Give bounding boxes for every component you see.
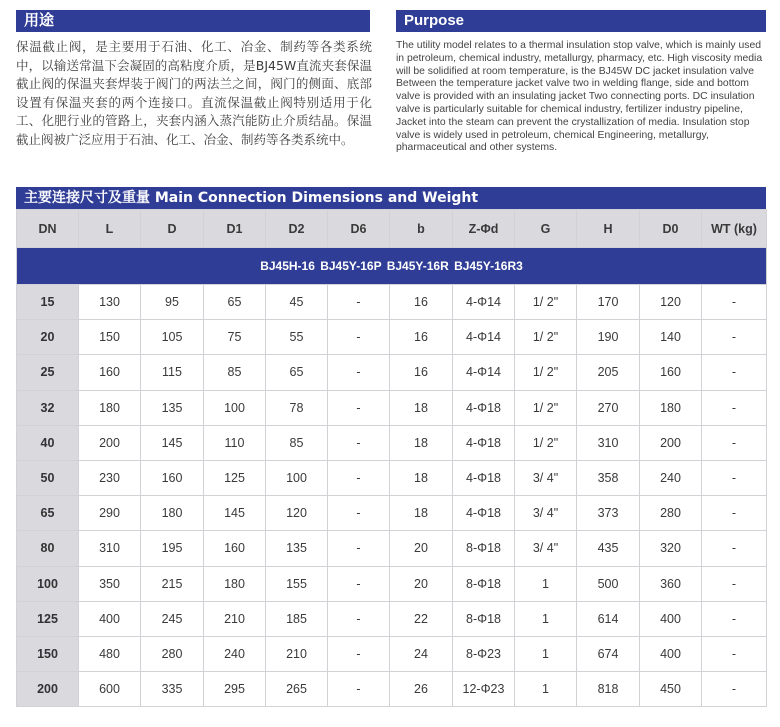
table-cell: 130 xyxy=(79,285,141,320)
table-cell: 350 xyxy=(79,566,141,601)
table-cell: 65 xyxy=(266,355,328,390)
table-row xyxy=(17,320,767,355)
dn-cell: 32 xyxy=(17,390,79,425)
dimensions-table xyxy=(16,209,767,707)
table-cell: 400 xyxy=(79,601,141,636)
table-cell: 4-Φ18 xyxy=(453,390,515,425)
purpose-en-body: The utility model relates to a thermal insulation stop valve, which is mainly used in petroleum, chemical industry, metallurgy, pharmacy, etc. High viscosity media will be solidified at room temperature, is the BJ45W DC jacket insulation valve Between the temperature jacket valve two in welding flange, side and bottom valve is provided with an insulating jacket Two connecting ports. DC insulation valve is particularly suitable for chemical industry, fertilizer industry pipeline, Jacket into the steam can prevent the crystallization of media. Insulation stop valve is widely used in petroleum, chemical Engineering, metallurgy, pharmaceutical and other systems. xyxy=(396,40,763,154)
table-cell: 270 xyxy=(577,390,640,425)
table-cell: 180 xyxy=(204,566,266,601)
column-header: D1 xyxy=(204,210,266,248)
table-cell: 105 xyxy=(141,320,204,355)
table-cell: 210 xyxy=(266,636,328,671)
table-cell: 4-Φ18 xyxy=(453,425,515,460)
table-cell: 100 xyxy=(204,390,266,425)
table-cell: - xyxy=(328,672,390,707)
table-cell: 160 xyxy=(204,531,266,566)
table-cell: 110 xyxy=(204,425,266,460)
column-header: D xyxy=(141,210,204,248)
dn-cell: 100 xyxy=(17,566,79,601)
table-cell: 500 xyxy=(577,566,640,601)
table-cell: 18 xyxy=(390,390,453,425)
table-cell: 16 xyxy=(390,285,453,320)
table-cell: 8-Φ18 xyxy=(453,566,515,601)
table-cell: 360 xyxy=(640,566,702,601)
table-cell: 200 xyxy=(79,425,141,460)
table-cell: 18 xyxy=(390,425,453,460)
table-cell: 310 xyxy=(577,425,640,460)
table-cell: 1/ 2" xyxy=(515,285,577,320)
table-cell: 145 xyxy=(204,496,266,531)
dimensions-title: 主要连接尺寸及重量 Main Connection Dimensions and Weight xyxy=(16,187,766,209)
table-cell: 335 xyxy=(141,672,204,707)
table-cell: 358 xyxy=(577,460,640,495)
table-row xyxy=(17,531,767,566)
column-header: D6 xyxy=(328,210,390,248)
table-row xyxy=(17,425,767,460)
dn-cell: 200 xyxy=(17,672,79,707)
table-cell: 75 xyxy=(204,320,266,355)
table-cell: 4-Φ18 xyxy=(453,460,515,495)
table-body xyxy=(17,248,767,707)
table-cell: 12-Φ23 xyxy=(453,672,515,707)
table-cell: - xyxy=(702,355,767,390)
table-cell: 1/ 2" xyxy=(515,355,577,390)
table-cell: 16 xyxy=(390,355,453,390)
dn-cell: 65 xyxy=(17,496,79,531)
table-cell: 3/ 4" xyxy=(515,531,577,566)
table-row xyxy=(17,672,767,707)
table-cell: 150 xyxy=(79,320,141,355)
table-cell: - xyxy=(328,496,390,531)
table-cell: 450 xyxy=(640,672,702,707)
table-cell: - xyxy=(328,566,390,601)
dn-cell: 80 xyxy=(17,531,79,566)
table-cell: 310 xyxy=(79,531,141,566)
table-cell: 4-Φ14 xyxy=(453,285,515,320)
column-header: G xyxy=(515,210,577,248)
table-cell: - xyxy=(328,390,390,425)
table-cell: 230 xyxy=(79,460,141,495)
model-list: BJ45H-16 BJ45Y-16P BJ45Y-16R BJ45Y-16R3 xyxy=(17,248,767,285)
column-header: b xyxy=(390,210,453,248)
table-header xyxy=(17,210,767,248)
table-cell: 1/ 2" xyxy=(515,425,577,460)
table-cell: 85 xyxy=(266,425,328,460)
dn-cell: 125 xyxy=(17,601,79,636)
table-cell: 4-Φ14 xyxy=(453,355,515,390)
table-cell: - xyxy=(702,531,767,566)
table-cell: 190 xyxy=(577,320,640,355)
table-cell: 120 xyxy=(640,285,702,320)
table-cell: 280 xyxy=(640,496,702,531)
table-cell: 8-Φ18 xyxy=(453,531,515,566)
table-cell: 435 xyxy=(577,531,640,566)
table-cell: 195 xyxy=(141,531,204,566)
table-cell: 8-Φ23 xyxy=(453,636,515,671)
dn-cell: 15 xyxy=(17,285,79,320)
table-cell: 400 xyxy=(640,601,702,636)
table-cell: 245 xyxy=(141,601,204,636)
column-header: DN xyxy=(17,210,79,248)
table-cell: - xyxy=(702,566,767,601)
table-cell: 160 xyxy=(640,355,702,390)
table-cell: 290 xyxy=(79,496,141,531)
table-cell: - xyxy=(328,636,390,671)
table-cell: - xyxy=(702,601,767,636)
table-cell: 160 xyxy=(79,355,141,390)
table-cell: 1/ 2" xyxy=(515,390,577,425)
table-cell: 240 xyxy=(204,636,266,671)
purpose-en-title: Purpose xyxy=(396,10,766,32)
table-cell: 295 xyxy=(204,672,266,707)
purpose-zh-body: 保温截止阀，是主要用于石油、化工、冶金、制药等各类系统中，以输送常温下会凝固的高粘度介质，是BJ45W直流夹套保温截止阀的保温夹套焊装于阀门的两法兰之间，阀门的侧面、底部设置有保温夹套的两个连接口。直流保温截止阀特别适用于化工、化肥行业的管路上，夹套内涵入蒸汽能防止介质结晶。保温截止阀被广泛应用于石油、化工、冶金、制药等各类系统中。 xyxy=(16,39,372,147)
table-cell: - xyxy=(702,460,767,495)
table-cell: 24 xyxy=(390,636,453,671)
table-row xyxy=(17,636,767,671)
table-cell: 180 xyxy=(79,390,141,425)
table-cell: 135 xyxy=(141,390,204,425)
table-cell: 280 xyxy=(141,636,204,671)
table-cell: - xyxy=(328,601,390,636)
table-cell: 120 xyxy=(266,496,328,531)
table-cell: 614 xyxy=(577,601,640,636)
table-cell: - xyxy=(328,320,390,355)
dn-cell: 150 xyxy=(17,636,79,671)
table-row xyxy=(17,460,767,495)
model-row xyxy=(17,248,767,285)
table-cell: 210 xyxy=(204,601,266,636)
table-cell: 1 xyxy=(515,566,577,601)
table-cell: - xyxy=(702,636,767,671)
table-cell: 265 xyxy=(266,672,328,707)
table-cell: 20 xyxy=(390,566,453,601)
table-cell: 480 xyxy=(79,636,141,671)
table-cell: 1/ 2" xyxy=(515,320,577,355)
table-cell: - xyxy=(702,390,767,425)
table-row xyxy=(17,285,767,320)
table-cell: 185 xyxy=(266,601,328,636)
table-cell: 170 xyxy=(577,285,640,320)
table-row xyxy=(17,390,767,425)
table-cell: - xyxy=(702,672,767,707)
table-row xyxy=(17,601,767,636)
table-cell: 215 xyxy=(141,566,204,601)
table-cell: 200 xyxy=(640,425,702,460)
table-cell: 1 xyxy=(515,672,577,707)
table-cell: 8-Φ18 xyxy=(453,601,515,636)
column-header: L xyxy=(79,210,141,248)
dn-cell: 50 xyxy=(17,460,79,495)
table-cell: 95 xyxy=(141,285,204,320)
table-cell: 674 xyxy=(577,636,640,671)
table-cell: - xyxy=(702,285,767,320)
table-cell: 65 xyxy=(204,285,266,320)
table-row xyxy=(17,566,767,601)
table-cell: - xyxy=(328,531,390,566)
table-cell: 600 xyxy=(79,672,141,707)
table-cell: 85 xyxy=(204,355,266,390)
table-cell: 818 xyxy=(577,672,640,707)
table-row xyxy=(17,355,767,390)
table-cell: - xyxy=(702,320,767,355)
table-cell: - xyxy=(328,355,390,390)
table-cell: 20 xyxy=(390,531,453,566)
table-cell: 125 xyxy=(204,460,266,495)
table-cell: 26 xyxy=(390,672,453,707)
table-cell: 400 xyxy=(640,636,702,671)
column-header: D0 xyxy=(640,210,702,248)
table-cell: 180 xyxy=(141,496,204,531)
table-cell: 22 xyxy=(390,601,453,636)
header-row xyxy=(17,210,767,248)
table-cell: 155 xyxy=(266,566,328,601)
table-cell: 4-Φ14 xyxy=(453,320,515,355)
table-cell: - xyxy=(328,425,390,460)
table-cell: 45 xyxy=(266,285,328,320)
table-cell: 3/ 4" xyxy=(515,496,577,531)
table-cell: 4-Φ18 xyxy=(453,496,515,531)
table-cell: 373 xyxy=(577,496,640,531)
dn-cell: 20 xyxy=(17,320,79,355)
table-row xyxy=(17,496,767,531)
column-header: D2 xyxy=(266,210,328,248)
table-cell: - xyxy=(328,285,390,320)
table-cell: 78 xyxy=(266,390,328,425)
table-cell: 18 xyxy=(390,496,453,531)
table-cell: 180 xyxy=(640,390,702,425)
table-cell: 3/ 4" xyxy=(515,460,577,495)
table-cell: 1 xyxy=(515,636,577,671)
purpose-zh-title: 用途 xyxy=(16,10,370,32)
dn-cell: 25 xyxy=(17,355,79,390)
column-header: WT (kg) xyxy=(702,210,767,248)
table-cell: 145 xyxy=(141,425,204,460)
table-cell: 205 xyxy=(577,355,640,390)
column-header: Z-Φd xyxy=(453,210,515,248)
table-cell: 320 xyxy=(640,531,702,566)
table-cell: - xyxy=(328,460,390,495)
table-cell: 55 xyxy=(266,320,328,355)
table-cell: 1 xyxy=(515,601,577,636)
table-cell: 115 xyxy=(141,355,204,390)
table-cell: 240 xyxy=(640,460,702,495)
table-cell: - xyxy=(702,496,767,531)
dn-cell: 40 xyxy=(17,425,79,460)
table-cell: 140 xyxy=(640,320,702,355)
table-cell: 100 xyxy=(266,460,328,495)
table-cell: 160 xyxy=(141,460,204,495)
column-header: H xyxy=(577,210,640,248)
table-cell: 135 xyxy=(266,531,328,566)
table-cell: 16 xyxy=(390,320,453,355)
table-cell: 18 xyxy=(390,460,453,495)
table-cell: - xyxy=(702,425,767,460)
